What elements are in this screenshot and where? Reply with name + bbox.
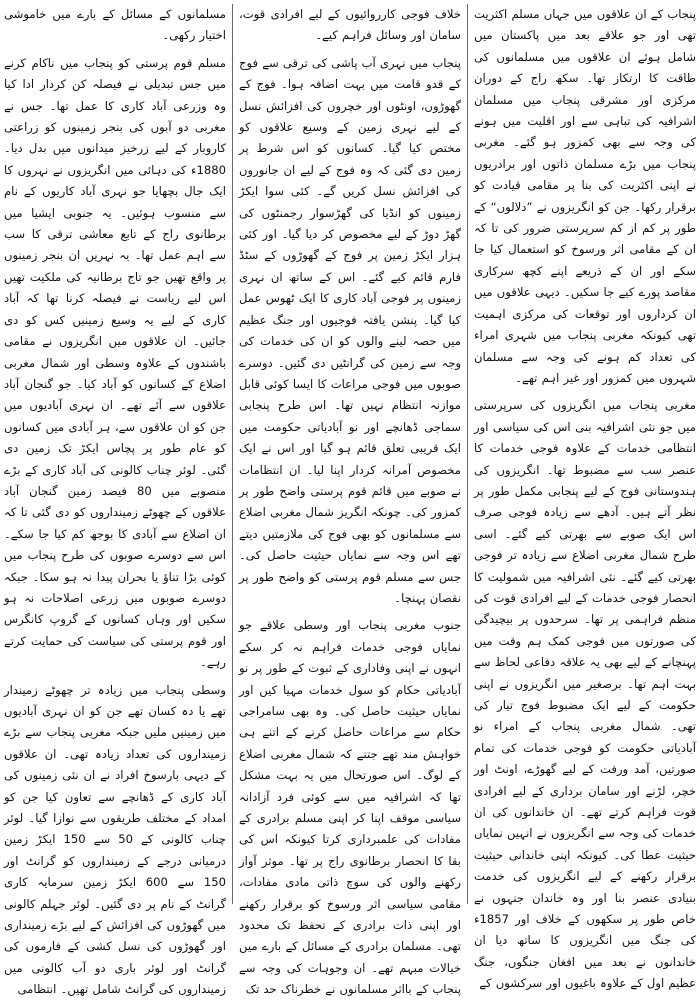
paragraph: خلاف فوجی کارروائیوں کے لیے افرادی قوت، سامان اور وسائل فراہم کیے۔: [239, 7, 461, 43]
paragraph: پنجاب میں نہری آب پاشی کی ترقی سے فوج کے قدو قامت میں بہت اضافہ ہوا۔ فوج کے گھوڑوں، اونٹوں اور خچروں کی افزائش نسل کے لیے نہری زمین کے وسیع علاقوں کو مختص کیا گیا۔ کسانوں کو اس شرط پر زمین دی گئی کہ وہ فوج کے لیے ان جانوروں کی افزائش نسل کریں گے۔ کئی سوا ایکڑ زمینوں کو انڈیا کی گھڑسوار رجمنٹوں کی گھڑ دوڑ کے لیے مخصوص کر دیا گیا۔ اور کئی ہزار ایکڑ زمین پر فوج کے گھوڑوں کے سٹڈ فارم قائم کیے گئے۔ اس کے ساتھ ان نہری زمینوں پر فوجی آباد کاری کا ایک ٹھوس عمل کیا گیا۔ پنشن یافتہ فوجیوں اور جنگ عظیم میں حصہ لینے والوں کو ان کی خدمات کی وجہ سے زمین کی گرانٹیں دی گئیں۔ دوسرے صوبوں میں فوجی مراعات کا ایسا کوئی قابل موازنہ انتظام نہیں تھا۔ اس طرح پنجابی سماجی ڈھانچے اور نو آبادیاتی حکومت میں ایک قریبی تعلق قائم ہو گیا اور اس نے ایک مخصوص آمرانہ کردار اپنا لیا۔ ان انتظامات نے صوبے میں قائم قوم پرستی واضح طور پر کمزور کی۔ چونکہ انگریز شمال مغربی اضلاع سے مسلمانوں کو بھی فوج کی ملازمتیں دیتے تھے اس وجہ سے نمایاں حیثیت حاصل کی۔ جس سے مسلم قوم پرستی کو واضح طور پر نقصان پہنچا۔: [239, 55, 461, 605]
column-divider: [232, 4, 233, 904]
text-columns: [4, 4, 696, 997]
paragraph: جنوب مغربی پنجاب اور وسطی علاقے جو نمایاں فوجی خدمات فراہم نہ کر سکے انہوں نے اپنی وفاداری کے ثبوت کے طور پر نو آبادیاتی حکام کو سول خدمات مہیا کیں اور نمایاں حیثیت حاصل کی۔ وہ بھی سامراجی حکام سے مراعات حاصل کرنے کے اتنے ہی خواہش مند تھے جتنے کہ شمال مغربی اضلاع کے لوگ۔ اس صورتحال میں یہ بہت مشکل تھا کہ اشرافیہ میں سے کوئی فرد آزادانہ سیاسی موقف اپنا کر اپنی مسلم برادری کے مفادات کی علمبرداری کرتا کیونکہ اس کی بقا کا انحصار برطانوی راج پر تھا۔ موثر آواز رکھنے والوں کی سوچ ذاتی مادی مفادات، مقامی سیاسی اثر ورسوخ کو برقرار رکھنے اور اپنی ذات برادری کے تحفظ تک محدود تھی۔ مسلمان برادری کے مسائل کے بارے میں خیالات مبہم تھے۔ ان وجوہات کی وجہ سے پنجاب کے بااثر مسلمانوں نے خطرناک حد تک: [239, 618, 461, 997]
column-left: [4, 4, 226, 997]
column-divider: [467, 4, 468, 904]
paragraph: مسلم قوم پرستی کو پنجاب میں ناکام کرنے میں جس تبدیلی نے فیصلہ کن کردار ادا کیا وہ وزرعی آباد کاری کا عمل تھا۔ جس نے مغربی دو آبوں کی بنجر زمینوں کو زراعتی کاروبار کے لیے زرخیز میدانوں میں بدل دیا۔ 1880ء کی دہائی میں انگریزوں نے نہروں کا ایک جال بچھایا جو نہری آباد کاریوں کے نام سے منسوب ہوئیں۔ یہ جنوبی ایشیا میں برطانوی راج کے تابع معاشی ترقی کا سب سے اہم عمل تھا۔ یہ نہریں ان بنجر زمینوں پر واقع تھیں جو تاج برطانیہ کی ملکیت تھیں اس لیے ریاست نے فیصلہ کرنا تھا کہ آباد کاری کے لیے یہ وسیع زمینیں کس کو دی جائیں۔ ان علاقوں میں انگریزوں نے مقامی باشندوں کے علاوہ وسطی اور شمال مغربی اضلاع کے کسانوں کو آباد کیا۔ جو گنجان آباد علاقوں سے آئے تھے۔ ان نہری آبادیوں میں جن کو ان علاقوں سے، ہر آبادی میں کسانوں کو عام طور پر پچاس ایکڑ تک زمین دی گئی۔ لوئر چناب کالونی کی آباد کاری کے بڑے منصوبے میں 80 فیصد زمین گنجان آباد علاقوں کے چھوٹے زمینداروں کو دی گئی تا کہ ان اضلاع سے آبادی کا بوجھ کم کیا جا سکے۔ اس سے دوسرے صوبوں کی طرح پنجاب میں کوئی بڑا تناؤ یا بحران پیدا نہ ہو سکا۔ جبکہ دوسرے صوبوں میں زرعی اصلاحات نہ ہو سکیں اور وہاں کسانوں کے گروپ کانگرس اور قوم پرستی کی سیاست کی حمایت کرتے رہے۔: [4, 55, 226, 670]
paragraph: وسطی پنجاب میں زیادہ تر چھوٹے زمیندار تھے یا دہ کسان تھے جن کو ان نہری آبادیوں میں زمینیں ملیں جبکہ مغربی پنجاب سے بڑے زمینداروں کی تعداد زیادہ تھی۔ ان علاقوں کے دیہی بارسوخ افراد نے ان نئی زمینوں کی آباد کاری کے ڈھانچے سے تعاون کیا جن کو امداد کے مختلف طریقوں سے نوازا گیا۔ لوئر چناب کالونی کے 50 سے 150 ایکڑ زمین درمیانی درجے کے زمینداروں کو گرانٹ اور 150 سے 600 ایکڑ زمین سرمایہ کاری گرانٹ کے نام پر دی گئیں۔ لوئر جہلم کالونی میں گھوڑوں کی افزائش کے لیے بڑے زمینداری اور گھوڑوں کی نسل کشی کے فارموں کی گرانٹ اور لوئر باری دو آب کالونی میں زمینداروں کی گرانٹ شامل تھیں۔ انتظامی: [4, 682, 226, 997]
paragraph: مغربی پنجاب میں انگریزوں کی سرپرستی میں جو نئی اشرافیہ بنی اس کی سیاسی اور انتظامی خدمات کے علاوہ فوجی خدمات کا عنصر سب سے مضبوط تھا۔ انگریزوں کی ہندوستانی فوج کے لیے پنجابی مکمل طور پر نظر آتے ہیں۔ آدھے سے زیادہ فوجی صرف اس ایک صوبے سے بھرتی کیے گئے۔ اسی طرح شمال مغربی اضلاع سے زیادہ تر فوجی بھرتی کیے گئے۔ نئی اشرافیہ میں شمولیت کا انحصار فوجی خدمات کے لیے افرادی قوت کی منظم فراہمی پر تھا۔ سرحدوں پر بیچیدگی کی صورتوں میں فوجی کمک ہم وقت میں پہنچانے کے لیے بھی یہ علاقہ دفاعی لحاظ سے بہت اہم تھا۔ برصغیر میں انگریزوں نے اپنی حکومت کے لیے ایک مضبوط فوج تیار کی تھی۔ شمال مغربی پنجاب کے امراء نو آبادیاتی حکومت کو فوجی خدمات کی تمام صورتیں، آمد ورفت کے لیے گھوڑے، اونٹ اور خچر، لڑنے اور سامان برداری کے لیے افرادی قوت فراہم کرتے تھے۔ ان خاندانوں کی ان خدمات کی وجہ سے انگریزوں نے انہیں نمایاں حیثیت عطا کی۔ کیونکہ اپنی خاندانی حیثیت برقرار رکھنے کے لیے انگریزوں کی خدمت بنیادی عنصر بنا اور وہ خاندان جنہوں نے خاص طور پر سکھوں کے خلاف اور 1857ء کی جنگ میں انگریزوں کا ساتھ دیا ان خاندانوں نے بعد میں افغان جنگوں، جنگ عظیم اول کے علاوہ باغیوں اور سرکشوں کے: [474, 398, 696, 991]
column-right: [474, 4, 696, 991]
column-middle: [239, 4, 461, 997]
paragraph: مسلمانوں کے مسائل کے بارے میں خاموشی اختیار رکھی۔: [4, 7, 226, 43]
paragraph: پنجاب کے ان علاقوں میں جہاں مسلم اکثریت تھی اور جو علاقے بعد میں پاکستان میں شامل ہوئے ان علاقوں میں مسلمانوں کی طاقت کا ارتکاز تھا۔ سکھ راج کے دوران مرکزی اور مشرقی پنجاب میں مسلمان اشرافیہ کی تباہی سے اور اقلیت میں ہونے کی وجہ سے بھی کمزور ہو گئے۔ مغربی پنجاب میں بڑے مسلمان ذاتوں اور برادریوں نے اپنی اکثریت کی بنا پر مقامی قیادت کو برقرار رکھا۔ جن کو انگریزوں نے ”دلالوں“ کے طور پر کم از کم سرپرستی ضرور کی تا کہ ان کے مقامی اثر ورسوخ کو استعمال کیا جا سکے اور ان کے ذریعے اپنے کچھ سرکاری مقاصد پورے کیے جا سکیں۔ دیہی علاقوں میں ان کرداروں اور توقعات کی مرکزی اہمیت تھی کیونکہ مغربی پنجاب میں شہری امراء کی تعداد کم ہونے کی وجہ سے مسلمان شہروں میں کمزور اور غیر اہم تھے۔: [474, 7, 696, 385]
